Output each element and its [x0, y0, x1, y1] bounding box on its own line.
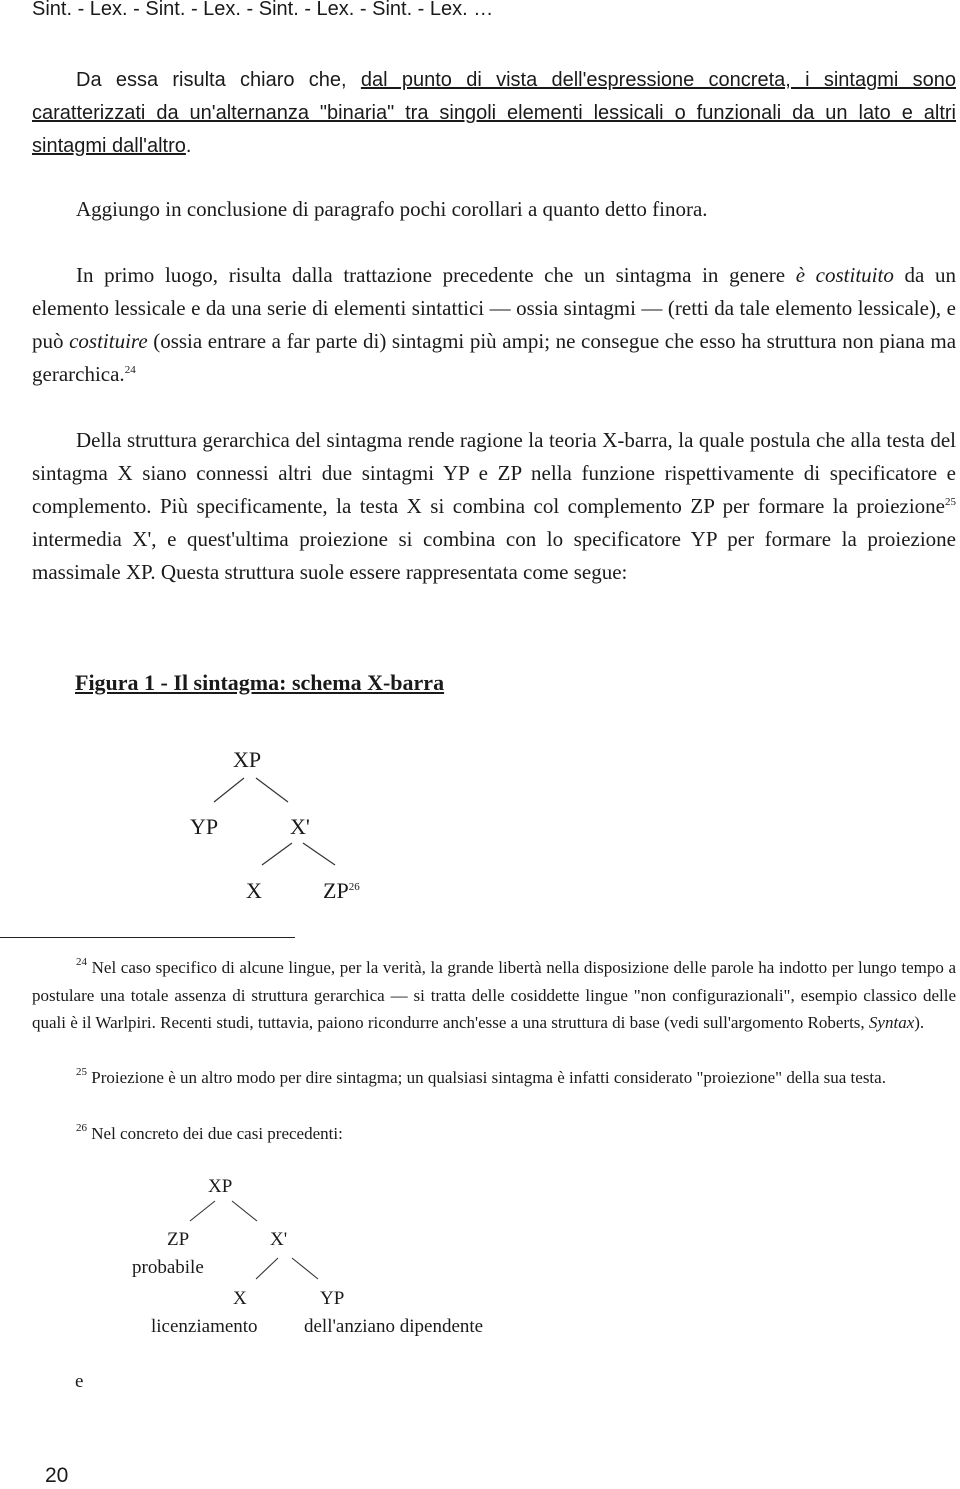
paragraph-1-intro: Da essa risulta chiaro che,	[76, 69, 361, 91]
example-word-probabile: probabile	[132, 1257, 204, 1278]
footnote-26	[32, 1120, 956, 1148]
footnote-24	[32, 954, 956, 1037]
tree-node-zp	[323, 880, 360, 902]
tree-node-x: X	[246, 878, 262, 903]
paragraph-3-part-b: da un elemento lessicale e da una serie di elementi sintattici — ossia sintagmi — (retti da tale elemento lessicale), e può	[32, 263, 956, 353]
running-header: Sint. - Lex. - Sint. - Lex. - Sint. - Lex. - Sint. - Lex. …	[32, 0, 494, 20]
footnote-ref-24[interactable]: 24	[124, 364, 136, 376]
tree-node-yp: YP	[190, 814, 219, 839]
tree-node-xp: XP	[233, 747, 262, 772]
paragraph-3-part-a: In primo luogo, risulta dalla trattazione precedente che un sintagma in genere	[76, 263, 796, 287]
example-branch-xbar-yp	[292, 1258, 318, 1279]
paragraph-1	[32, 64, 956, 163]
footnote-25-number: 25	[76, 1066, 87, 1078]
paragraph-3-italic-1: è costituito	[795, 263, 894, 287]
figure-title: Figura 1 - Il sintagma: schema X-barra	[75, 670, 445, 695]
paragraph-1-end: .	[185, 135, 192, 157]
branch-xbar-x	[262, 843, 292, 865]
example-branch-xp-xbar	[232, 1201, 257, 1221]
paragraph-3-italic-2: costituire	[69, 329, 148, 353]
footnote-separator	[0, 937, 295, 938]
example-node-yp: YP	[320, 1288, 345, 1309]
paragraph-4-part-a: Della struttura gerarchica del sintagma rende ragione la teoria X-barra, la quale postula che alla testa del sintagma X siano connessi altri due sintagmi YP e ZP nella funzione rispettivamente di specificatore e complemento. Più specificamente, la testa X si combina col complemento ZP per formare la proiezione	[32, 428, 956, 518]
example-node-zp: ZP	[167, 1229, 190, 1250]
paragraph-1-underlined: dal punto di vista dell'espressione concreta, i sintagmi sono caratterizzati da un'alternanza "binaria" tra singoli elementi lessicali o funzionali da un lato e altri sintagmi dall'altro	[32, 69, 956, 157]
page-number: 20	[45, 1464, 69, 1487]
paragraph-4	[32, 424, 956, 589]
example-node-xp: XP	[208, 1176, 233, 1197]
footnote-ref-25[interactable]: 25	[945, 496, 956, 508]
footnote-24-italic: Syntax	[868, 1013, 915, 1032]
example-node-x-bar: X'	[270, 1229, 288, 1250]
branch-xp-yp	[214, 778, 244, 802]
paragraph-3	[32, 259, 956, 391]
example-node-x: X	[233, 1288, 247, 1309]
footnote-26-number: 26	[76, 1122, 87, 1134]
example-branch-xbar-x	[256, 1258, 278, 1279]
tree-node-zp-label: ZP	[323, 878, 349, 903]
branch-xp-xbar	[256, 778, 288, 802]
footnote-25-text: Proiezione è un altro modo per dire sintagma; un qualsiasi sintagma è infatti considerato "proiezione" della sua testa.	[91, 1068, 886, 1087]
footnote-25	[32, 1064, 956, 1092]
tree-node-x-bar: X'	[290, 814, 310, 839]
footnote-24-number: 24	[76, 956, 87, 968]
paragraph-2: Aggiungo in conclusione di paragrafo pochi corollari a quanto detto finora.	[76, 197, 708, 221]
footnote-24-text: Nel caso specifico di alcune lingue, per la verità, la grande libertà nella disposizione delle parole ha indotto per lungo tempo a postulare una totale assenza di struttura gerarchica — si tratta delle cosiddette lingue "non configurazionali", esempio classico delle quali è il Warlpiri. Recenti studi, tuttavia, paiono ricondurre anch'esse a una struttura di base (vedi sull'argomento Roberts,	[32, 958, 957, 1032]
footnote-ref-26[interactable]: 26	[348, 881, 360, 893]
footnote-26-text: Nel concreto dei due casi precedenti:	[91, 1124, 343, 1143]
paragraph-4-part-b: intermedia X', e quest'ultima proiezione si combina con lo specificatore YP per formare la proiezione massimale XP. Questa struttura suole essere rappresentata come segue:	[32, 527, 956, 584]
example-word-dipendente: dell'anziano dipendente	[304, 1316, 484, 1337]
footnote-26-conjunction: e	[75, 1371, 84, 1392]
example-word-licenziamento: licenziamento	[151, 1316, 258, 1337]
example-branch-xp-zp	[190, 1201, 215, 1221]
footnote-24-end: ).	[914, 1013, 925, 1032]
branch-xbar-zp	[303, 843, 335, 865]
paragraph-3-part-c: (ossia entrare a far parte di) sintagmi più ampi; ne consegue che esso ha struttura non piana ma gerarchica.	[32, 329, 957, 386]
